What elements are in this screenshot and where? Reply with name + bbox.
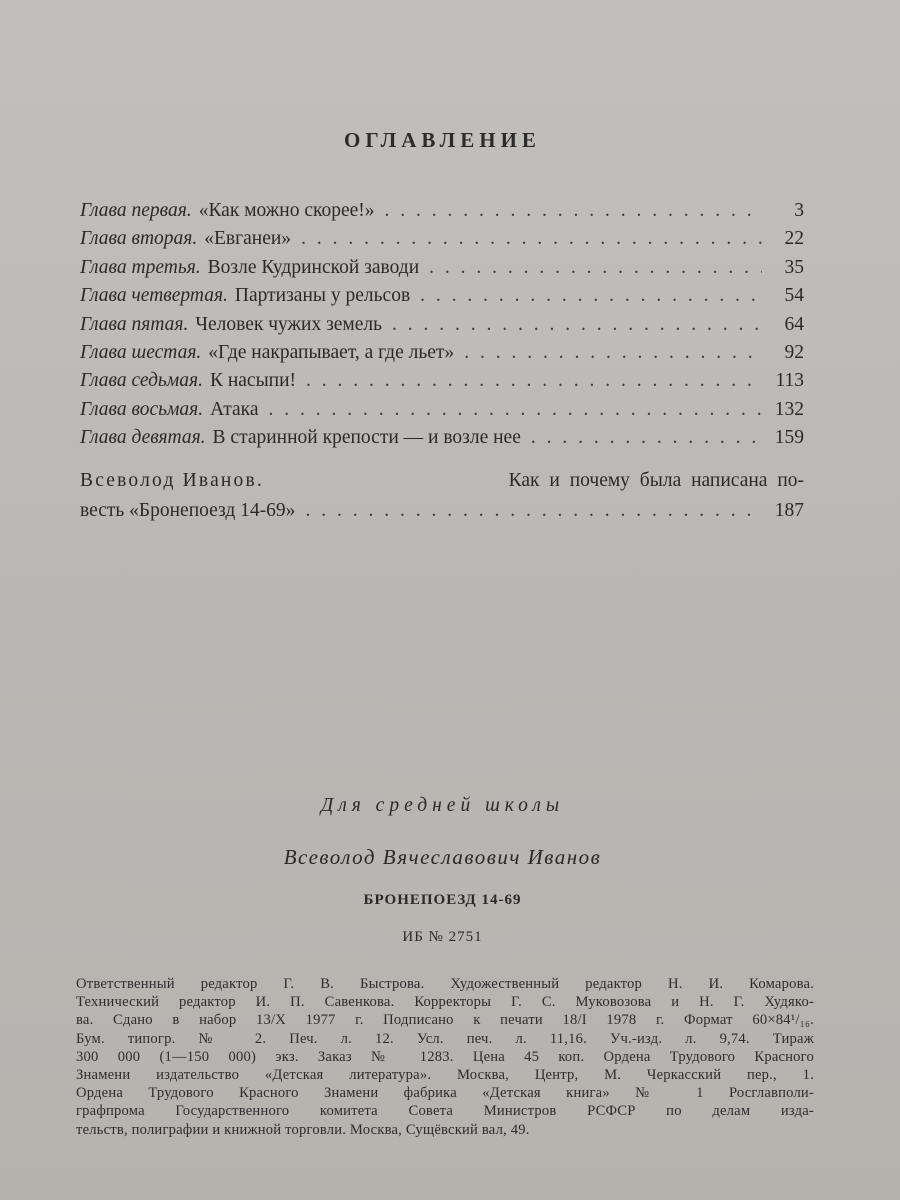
chapter-title: «Евганеи» — [204, 228, 292, 250]
dot-leader — [385, 200, 762, 222]
afterword-author: Всеволод Иванов. — [80, 469, 264, 491]
dot-leader — [305, 500, 762, 522]
colophon-line: Технический редактор И. П. Савенкова. Корректоры Г. С. Муковозова и Н. Г. Худяко- — [76, 994, 814, 1011]
chapter-number: Глава первая. — [80, 200, 192, 221]
chapter-title: «Как можно скорее!» — [198, 200, 375, 221]
toc-heading: ОГЛАВЛЕНИЕ — [344, 128, 541, 152]
dot-leader — [306, 370, 762, 392]
chapter-number: Глава третья. — [80, 256, 201, 278]
book-title: БРОНЕПОЕЗД 14-69 — [363, 892, 522, 908]
page-number: 132 — [774, 398, 804, 420]
page-number: 54 — [784, 285, 804, 307]
afterword-title-part-2: весть «Бронепоезд 14-69» — [80, 499, 296, 521]
toc-rows — [80, 200, 804, 456]
toc-entry — [80, 342, 804, 370]
chapter-number: Глава восьмая. — [80, 398, 204, 420]
dot-leader — [301, 228, 762, 250]
page-number: 35 — [784, 256, 804, 278]
chapter-number: Глава шестая. — [80, 341, 202, 363]
colophon-line: графпрома Государственного комитета Совета Министров РСФСР по делам изда- — [76, 1103, 814, 1120]
dot-leader — [269, 399, 763, 421]
dot-leader — [464, 342, 762, 364]
imprint-block — [0, 795, 885, 946]
table-of-contents — [80, 200, 804, 530]
page-number: 3 — [794, 200, 804, 221]
colophon-line: ва. Сдано в набор 13/X 1977 г. Подписано к печати 18/I 1978 г. Формат 60×84¹/₁₆. — [76, 1012, 814, 1029]
colophon-line: Ответственный редактор Г. В. Быстрова. Художественный редактор Н. И. Комарова. — [76, 976, 814, 992]
toc-entry — [80, 200, 804, 228]
dot-leader — [429, 257, 762, 279]
colophon-line: Знамени издательство «Детская литература». Москва, Центр, М. Черкасский пер., 1. — [76, 1067, 814, 1084]
page-number: 92 — [784, 341, 804, 363]
toc-entry — [80, 427, 804, 455]
colophon-line: Ордена Трудового Красного Знамени фабрика «Детская книга» № 1 Росглавполи- — [76, 1085, 814, 1102]
chapter-title: «Где накрапывает, а где льет» — [208, 341, 455, 363]
afterword-line-2 — [80, 500, 804, 530]
toc-entry — [80, 285, 804, 313]
dot-leader — [531, 427, 762, 449]
afterword-page-number: 187 — [774, 499, 804, 521]
colophon-line: тельств, полиграфии и книжной торговли. Москва, Сущёвский вал, 49. — [76, 1121, 530, 1138]
afterword-line-1 — [80, 470, 804, 500]
toc-entry — [80, 228, 804, 256]
chapter-number: Глава девятая. — [80, 427, 206, 449]
ib-number: ИБ № 2751 — [402, 929, 483, 945]
chapter-title: Атака — [210, 398, 259, 420]
toc-entry — [80, 399, 804, 427]
colophon-line: Бум. типогр. № 2. Печ. л. 12. Усл. печ. л. 11,16. Уч.-изд. л. 9,74. Тираж — [76, 1030, 814, 1047]
colophon-line: 300 000 (1—150 000) экз. Заказ № 1283. Цена 45 коп. Ордена Трудового Красного — [76, 1048, 814, 1065]
toc-entry — [80, 314, 804, 342]
page-number: 159 — [774, 427, 804, 449]
page-number: 64 — [784, 313, 804, 335]
toc-entry — [80, 370, 804, 398]
series-label: Для средней школы — [320, 795, 565, 816]
chapter-number: Глава четвертая. — [80, 285, 228, 307]
chapter-title: К насыпи! — [209, 370, 297, 392]
page-number: 22 — [784, 228, 804, 250]
colophon — [76, 975, 814, 1139]
afterword-title-part-1: Как и почему была написана по- — [508, 469, 804, 491]
chapter-number: Глава пятая. — [80, 313, 189, 335]
page-number: 113 — [775, 370, 804, 392]
dot-leader — [392, 314, 762, 336]
chapter-title: В старинной крепости — и возле нее — [212, 427, 521, 449]
chapter-title: Партизаны у рельсов — [234, 285, 411, 307]
author-full-name: Всеволод Вячеславович Иванов — [283, 845, 602, 869]
toc-afterword-entry — [80, 470, 804, 530]
dot-leader — [420, 285, 762, 307]
chapter-title: Человек чужих земель — [195, 313, 383, 335]
chapter-title: Возле Кудринской заводи — [207, 256, 420, 278]
chapter-number: Глава седьмая. — [80, 370, 203, 392]
toc-entry — [80, 257, 804, 285]
chapter-number: Глава вторая. — [80, 228, 198, 250]
